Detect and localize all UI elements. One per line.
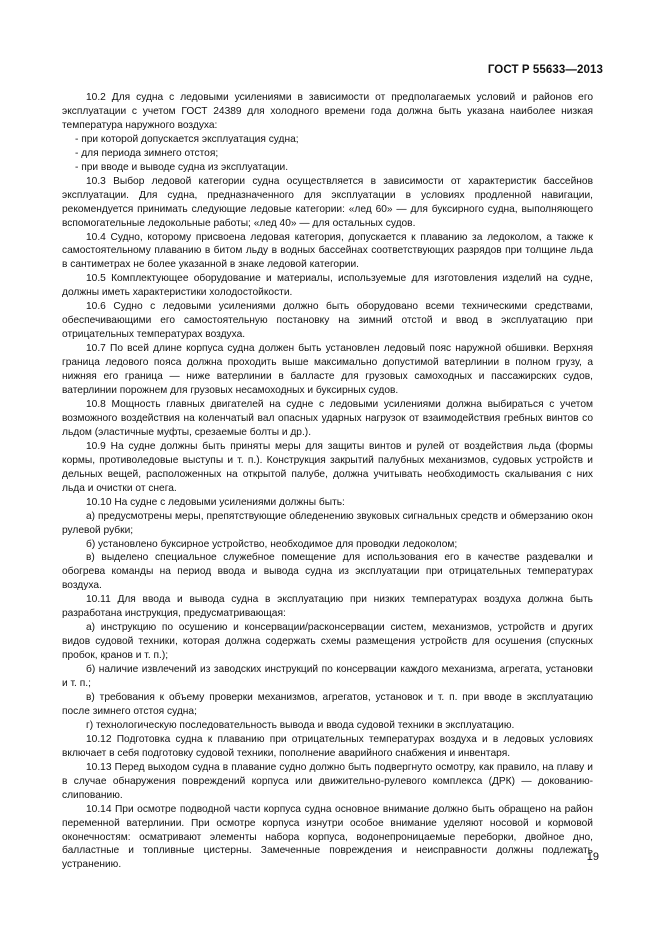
paragraph: б) установлено буксирное устройство, необходимое для проводки ледоколом;	[86, 538, 458, 550]
paragraph: 10.11 Для ввода и вывода судна в эксплуатацию при низких температурах воздуха должна быть разработана инструкция, предусматривающая:	[62, 594, 593, 620]
paragraph: 10.3 Выбор ледовой категории судна осуществляется в зависимости от характеристик бассейнов эксплуатации. Для судна, предназначенного для эксплуатации в условиях продленной навигации, рекомендуется принимать следующие ледовые категории: «лед 60» — для буксирного судна, выполняющего вспомогательные ледокольные работы; «лед 40» — для остальных судов.	[62, 175, 593, 229]
list-item: - при которой допускается эксплуатация судна;	[75, 133, 299, 145]
paragraph: 10.10 На судне с ледовыми усилениями должны быть:	[86, 496, 345, 508]
list-item: - при вводе и выводе судна из эксплуатации.	[75, 161, 289, 173]
document-body	[62, 91, 593, 872]
paragraph: а) инструкцию по осушению и консервации/расконсервации систем, механизмов, устройств и других видов судовой техники, которая должна содержать схемы размещения устройств для осушения (спускных пробок, кранов и т. п.);	[62, 622, 593, 662]
paragraph: 10.9 На судне должны быть приняты меры для защиты винтов и рулей от воздействия льда (формы кормы, противоледовые выступы и т. п.). Конструкция закрытий палубных механизмов, судовых устройств и дельных вещей, расположенных на открытой палубе, должна учитывать необходимость скалывания с них льда и очистки от снега.	[62, 440, 593, 494]
paragraph: в) выделено специальное служебное помещение для использования его в качестве раздевалки и обогрева команды на период ввода и вывода судна из эксплуатации при отрицательных температурах воздуха.	[62, 552, 593, 592]
paragraph: 10.7 По всей длине корпуса судна должен быть установлен ледовый пояс наружной обшивки. Верхняя граница ледового пояса должна проходить выше максимально допустимой ватерлинии в полном грузу, а нижняя его граница — ниже ватерлинии в балласте для грузовых самоходных и пассажирских судов, ватерлинии порожнем для грузовых несамоходных и буксирных судов.	[62, 343, 593, 397]
paragraph: в) требования к объему проверки механизмов, агрегатов, установок и т. п. при вводе в эксплуатацию после зимнего отстоя судна;	[62, 691, 593, 717]
list-item: - для периода зимнего отстоя;	[75, 147, 219, 159]
document-header: ГОСТ Р 55633—2013	[487, 64, 603, 76]
paragraph: 10.8 Мощность главных двигателей на судне с ледовыми усилениями должна выбираться с учетом возможного воздействия на коленчатый вал опасных ударных нагрузок от взаимодействия гребных винтов со льдом (эластичные муфты, срезаемые болты и др.).	[62, 398, 593, 438]
paragraph: 10.13 Перед выходом судна в плавание судно должно быть подвергнуто осмотру, как правило, на плаву и в случае обнаружения повреждений корпуса или движительно-рулевого комплекса (ДРК) — докованию-слипованию.	[62, 761, 593, 801]
paragraph: 10.4 Судно, которому присвоена ледовая категория, допускается к плаванию за ледоколом, а также к самостоятельному плаванию в битом льду в водных бассейнах соответствующих разрядов при толщине льда в сантиметрах не более указанной в знаке ледовой категории.	[62, 231, 593, 271]
paragraph: 10.14 При осмотре подводной части корпуса судна основное внимание должно быть обращено на район переменной ватерлинии. При осмотре корпуса изнутри особое внимание уделяют носовой и кормовой оконечностям: осматривают элементы набора корпуса, водонепроницаемые переборки, двойное дно, балластные и топливные цистерны. Замеченные повреждения и неисправности должны подлежать устранению.	[62, 803, 593, 871]
paragraph: б) наличие извлечений из заводских инструкций по консервации каждого механизма, агрегата, установки и т. п.;	[62, 664, 593, 690]
paragraph: 10.2 Для судна с ледовыми усилениями в зависимости от предполагаемых условий и районов его эксплуатации с учетом ГОСТ 24389 для холодного времени года должна быть указана наиболее низкая температура наружного воздуха:	[62, 92, 593, 131]
paragraph: а) предусмотрены меры, препятствующие обледенению звуковых сигнальных средств и обмерзанию окон рулевой рубки;	[62, 510, 593, 536]
paragraph: 10.12 Подготовка судна к плаванию при отрицательных температурах воздуха и в ледовых условиях включает в себя подготовку судовой техники, пополнение аварийного снабжения и инвентаря.	[62, 733, 593, 759]
paragraph: 10.6 Судно с ледовыми усилениями должно быть оборудовано всеми техническими средствами, обеспечивающими его самостоятельную постановку на зимний отстой и ввод в эксплуатацию при отрицательных температурах воздуха.	[62, 301, 593, 341]
page-number: 19	[586, 851, 599, 863]
paragraph: г) технологическую последовательность вывода и ввода судовой техники в эксплуатацию.	[86, 719, 515, 731]
paragraph: 10.5 Комплектующее оборудование и материалы, используемые для изготовления изделий на судне, должны иметь характеристики холодостойкости.	[62, 273, 593, 299]
